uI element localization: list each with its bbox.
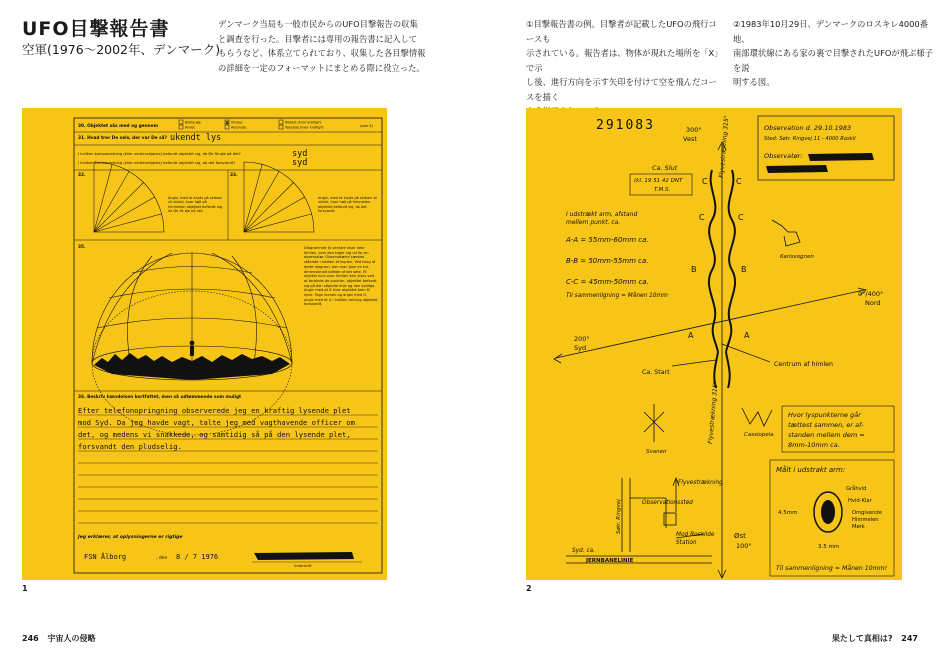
horizon-line: [556, 290, 864, 358]
q32b-label: I hvilken kompasretning (eller verdenshjørne) befandt objektet sig, da det forsvandt?: [78, 161, 236, 165]
map-label: Station: [676, 540, 697, 546]
measure-moon: Til sammenligning = Månen 10mm: [566, 293, 668, 299]
point-label: B: [691, 265, 697, 274]
dome-instructions: Diagrammet til venstre viser hele himlen, som den tager sig ud for en observatør. Observatøren tænkes stående i midten af kuplen. Ved brug af dette diagram, kan man give en tre-dimensionalt billede af det sete. Et objekts kurs over himlen kan vises ved at forbinde de punkter, objektet befandt sig på den stiplede linje og den syditgs. Angiv med et X hvor objektet kom til syne. Tegn kursen og angiv med O. angiv med et A i hvilken retning objektet forsvandt.: [304, 246, 378, 307]
q32a-label: I hvilken kompasretning (eller verdenshjørne) befandt objektet sig, da De fik øje på det?: [78, 152, 241, 156]
angle-quadrant-left: [94, 162, 164, 232]
point-label: C: [699, 213, 705, 222]
q30-label: 30. Objektet sås med og gennem: [78, 124, 159, 129]
maalt-label: Målt i udstrakt arm:: [776, 466, 846, 474]
q31-answer: ukendt lys: [170, 133, 222, 143]
centrum-label: Centrum af himlen: [774, 361, 834, 368]
option-text: Andet: [185, 125, 195, 130]
moon-label: Mørk: [852, 524, 865, 530]
checkbox-mark: x: [225, 119, 229, 126]
running-title: 宇宙人の侵略: [47, 634, 96, 643]
note-line: 明する図。: [733, 77, 775, 87]
cassiopeia-constellation: [742, 408, 772, 426]
page-number: 246: [22, 634, 39, 643]
caption-line: デンマーク当局も一般市民からのUFO目撃報告の収集: [218, 19, 418, 29]
start-pointer: [672, 360, 716, 366]
note-1: [526, 17, 722, 119]
caption-line: もらうなど、体系立てられており、収集した各目撃情報: [218, 48, 426, 58]
sketch-date: 291083: [596, 118, 655, 133]
figure-marker-1: 1: [22, 584, 28, 593]
svanen-label: Svanen: [646, 449, 667, 455]
caption-line: の詳細を一定のフォーマットにまとめる際に役立った。: [218, 62, 425, 73]
karlsvognen-constellation: [772, 220, 800, 246]
cassiopeia-label: Cassiopeia: [744, 432, 774, 438]
map-label: Mod Roskilde: [676, 532, 715, 538]
note-line: ①目撃報告書の例。目撃者が記載したUFOの飛行コースも: [526, 19, 717, 44]
checkbox: [179, 120, 183, 124]
map-label: JERNBANELINIE: [586, 558, 634, 564]
option-text: Teleskop (hvor kraftig?): [285, 125, 324, 130]
obs-line: Observation d. 29.10.1983: [764, 124, 852, 132]
option-text: Blotte øje: [185, 120, 201, 125]
declaration: Jeg erklærer, at oplysningerne er rigtige: [78, 535, 183, 540]
karlsvognen-label: Karlsvognen: [780, 254, 814, 260]
lyspunkter-line: 8mm-10mm ca.: [788, 441, 840, 449]
oest-label: Øst: [734, 532, 746, 540]
underskrift-label: Underskrift: [294, 564, 312, 568]
page-number: 247: [901, 634, 918, 643]
syd-degree: 200°: [574, 335, 590, 343]
angle-instructions-2: Angiv, med et kryds på skitsen vil vinkel, hvor højt på himmelen objektet befandt sig, da det forsvandt.: [318, 196, 378, 214]
moon-compare: Til sammenligning = Månen 10mm!: [776, 565, 888, 572]
signature-date: 8 / 7 1976: [176, 553, 219, 561]
point-label: C: [736, 177, 742, 186]
checkbox: [279, 125, 283, 129]
caption-line: と調査を行った。目撃者には専用の報告書に記入して: [218, 33, 418, 44]
flight-label-bottom: Flyvestrækning 315°: [707, 381, 720, 445]
flight-label-top: Flyvestrækning 315°: [718, 115, 731, 179]
note-line: し後、進行方向を示す矢印を付けて空を飛んだコースを描く: [526, 77, 717, 102]
narrative-line: det, og medens vi snakkede, og samtidig så på den lysende plet,: [78, 430, 351, 439]
running-title: 果たして真相は?: [831, 634, 893, 643]
moon-label: Hvid-Klar: [848, 498, 872, 504]
measure-cc: C-C = 45mm-50mm ca.: [566, 278, 649, 286]
option-text: Autorude: [231, 125, 247, 130]
map-label: Flyvestrækning: [678, 480, 723, 486]
page-subtitle: 空軍(1976〜2002年、デンマーク): [22, 42, 221, 57]
angle-quadrant-right: [244, 162, 314, 232]
signature-place: FSN Ålborg: [84, 553, 127, 561]
svanen-constellation: [644, 404, 664, 442]
obs-line: Observatør:: [764, 152, 803, 160]
point-label: A: [688, 331, 694, 340]
q32b-answer: syd: [292, 158, 308, 168]
lyspunkter-line: standen mellem dem =: [788, 431, 865, 439]
note-line: 示されている。報告者は、物体が現れた場所を「X」で示: [526, 48, 719, 73]
q36-label: 36. Beskriv hændelsen kortfattet, men så udtømmende som muligt: [78, 395, 242, 400]
q31-label: 31. Hvad trer De selv, der var De så?: [78, 136, 168, 141]
option-text: Kikkert (hvor kraftig?): [285, 120, 321, 125]
lyspunkter-line: Hvor lyspunkterne går: [788, 411, 861, 419]
narrative-line: Efter telefonopringning observerede jeg en kraftig lysende plet: [78, 406, 351, 415]
dome-observer-figure: [190, 341, 195, 356]
dim-width: 3.5 mm: [818, 544, 840, 550]
report-form-drawing: [22, 108, 387, 580]
moon-label: Gråhvid: [846, 486, 867, 492]
q32a-answer: syd: [292, 149, 308, 159]
map-label: Søtr. Ringvej: [616, 499, 622, 534]
slut-time: (kl. 19 51 42 DNT: [634, 178, 683, 184]
arrow-syd: [554, 354, 562, 363]
checkbox: [179, 125, 183, 129]
measure-bb: B-B = 50mm-55mm ca.: [566, 257, 649, 265]
checkbox: [279, 120, 283, 124]
q33-num: 33.: [230, 173, 238, 178]
q30-code: (som X): [360, 124, 373, 128]
figure-marker-2: 2: [526, 584, 532, 593]
ufo-report-form: [22, 108, 387, 580]
measure-head: I udstrækt arm, afstand: [566, 211, 638, 218]
point-label: C: [738, 213, 744, 222]
redacted-observer: [766, 165, 828, 173]
narrative-line: mod Syd. Da jeg havde vagt, talte jeg med vagthavende officer om: [78, 418, 355, 427]
narrative-line: forsvandt den pludselig.: [78, 442, 182, 451]
vest-label: Vest: [683, 135, 697, 143]
point-label: A: [744, 331, 750, 340]
syd-label: Syd: [574, 344, 587, 352]
start-label: Ca. Start: [642, 369, 670, 376]
note-line: 南部環状線にある家の裏で目撃されたUFOが飛ぶ様子を説: [733, 48, 933, 73]
left-caption: [218, 17, 433, 75]
slut-tms: T.M.S.: [654, 187, 671, 193]
q32-num: 32.: [78, 173, 86, 178]
date-label: , den: [156, 556, 168, 561]
redacted-observer: [808, 153, 874, 161]
nord-label: Nord: [865, 299, 881, 307]
measure-aa: A-A = 55mm-60mm ca.: [566, 236, 649, 244]
angle-instructions-1: Angiv, med et kryds på skitsen vil vinkel, hvor højt på himmelen objektet befandt sig, da De fik øje på det.: [168, 196, 223, 214]
nord-degree: 0°/400°: [858, 290, 884, 298]
point-label: C: [702, 177, 708, 186]
map-label: Observationssted: [642, 500, 693, 506]
sketch-drawing: [526, 108, 902, 580]
point-label: B: [741, 265, 747, 274]
note-line: ②1983年10月29日、デンマークのロスキレ4000番地、: [733, 19, 928, 44]
left-footer: [22, 633, 96, 644]
measure-head: mellem punkt. ca.: [566, 219, 621, 226]
narrative-text: [78, 406, 355, 451]
moon-label: Himmelen: [852, 517, 879, 523]
option-text: Vindue: [231, 120, 243, 125]
right-footer: [832, 633, 918, 644]
slut-label: Ca. Slut: [652, 164, 678, 172]
obs-line: Sted: Søtr. Ringvej 11 - 4000 Roskil: [764, 136, 856, 142]
map-label: Syd. ca.: [572, 548, 596, 554]
note-2: [733, 17, 933, 90]
centrum-pointer: [722, 344, 770, 362]
oest-degree: 100°: [736, 542, 752, 550]
page-title: UFO目撃報告書: [22, 18, 170, 40]
dim-height: 4.5mm: [778, 510, 798, 516]
vest-degree: 300°: [686, 126, 702, 134]
redacted-signature: [254, 552, 354, 560]
moon-label: Omgivende: [852, 510, 882, 516]
ufo-light-core: [821, 500, 835, 524]
q35-num: 35.: [78, 245, 86, 250]
lyspunkter-line: tættest sammen, er af-: [788, 421, 864, 429]
ufo-sketch-diagram: [526, 108, 902, 580]
